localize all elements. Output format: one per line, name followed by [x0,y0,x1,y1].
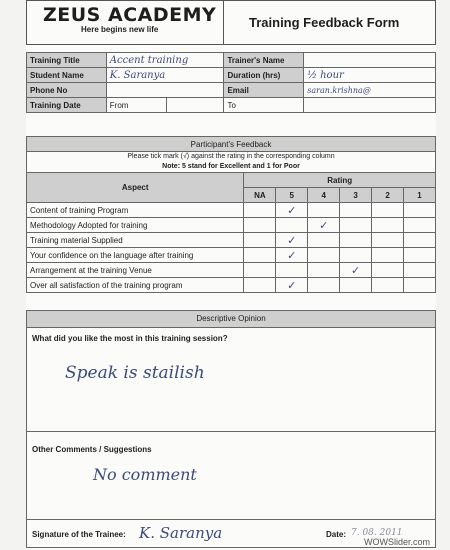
rating-cell-4[interactable] [308,263,340,278]
aspect-label: Methodology Adopted for training [27,218,244,233]
watermark: WOWSlider.com [363,537,430,547]
aspect-label: Arrangement at the training Venue [27,263,244,278]
participant-feedback-table [26,136,436,293]
table-row [27,248,436,263]
aspect-label: Content of training Program [27,203,244,218]
table-row [27,263,436,278]
form-header [26,0,436,45]
duration-value[interactable]: ½ hour [304,68,436,83]
rating-cell-1[interactable] [404,263,436,278]
form-title: Training Feedback Form [249,15,400,30]
email-value[interactable]: saran.krishna@ [304,83,436,98]
feedback-section-title: Participant's Feedback [27,137,436,152]
rating-cell-4[interactable] [308,233,340,248]
rating-cell-3[interactable] [340,218,372,233]
rating-cell-na[interactable] [244,248,276,263]
rating-column-5: 5 [276,188,308,203]
rating-cell-na[interactable] [244,218,276,233]
trainers-name-value[interactable] [304,53,436,68]
descriptive-opinion-section [26,310,436,548]
signature-label: Signature of the Trainee: [32,530,126,539]
rating-cell-na[interactable] [244,233,276,248]
rating-cell-4[interactable] [308,278,340,293]
rating-header: Rating [244,173,436,188]
answer-liked-most[interactable]: Speak is stailish [65,363,205,383]
email-label: Email [224,83,304,98]
section-divider [27,431,435,432]
rating-cell-2[interactable] [372,278,404,293]
rating-cell-1[interactable] [404,278,436,293]
rating-cell-na[interactable] [244,278,276,293]
rating-cell-5[interactable] [276,263,308,278]
table-row [27,218,436,233]
trainers-name-label: Trainer's Name [224,53,304,68]
training-date-label: Training Date [27,98,107,113]
aspect-label: Training material Supplied [27,233,244,248]
rating-column-2: 2 [372,188,404,203]
from-label: From [106,98,166,113]
rating-cell-5[interactable]: ✓ [276,278,308,293]
table-row [27,278,436,293]
from-value[interactable] [166,98,224,113]
phone-label: Phone No [27,83,107,98]
to-value[interactable] [304,98,436,113]
rating-cell-3[interactable]: ✓ [340,263,372,278]
rating-cell-1[interactable] [404,248,436,263]
rating-cell-5[interactable]: ✓ [276,203,308,218]
rating-cell-4[interactable] [308,203,340,218]
question-comments: Other Comments / Suggestions [32,445,152,454]
to-label: To [224,98,304,113]
phone-value[interactable] [106,83,224,98]
trainee-info-table [26,52,436,113]
feedback-form-page [26,0,436,550]
logo [27,1,224,44]
rating-cell-2[interactable] [372,218,404,233]
rating-cell-2[interactable] [372,203,404,218]
logo-text: ZEUS ACADEMY [43,4,217,26]
rating-cell-5[interactable]: ✓ [276,248,308,263]
rating-column-1: 1 [404,188,436,203]
signature-value[interactable]: K. Saranya [139,524,223,542]
rating-cell-5[interactable]: ✓ [276,233,308,248]
duration-label: Duration (hrs) [224,68,304,83]
instruction-line-2: Note: 5 stand for Excellent and 1 for Poor [162,163,300,170]
rating-cell-2[interactable] [372,233,404,248]
rating-cell-5[interactable] [276,218,308,233]
rating-cell-1[interactable] [404,233,436,248]
question-liked-most: What did you like the most in this training session? [32,334,228,343]
rating-column-3: 3 [340,188,372,203]
instruction-line-1: Please tick mark (√) against the rating in the corresponding column [127,153,335,160]
rating-cell-na[interactable] [244,263,276,278]
aspect-label: Your confidence on the language after training [27,248,244,263]
rating-cell-4[interactable]: ✓ [308,218,340,233]
table-row [27,203,436,218]
rating-cell-1[interactable] [404,218,436,233]
rating-column-4: 4 [308,188,340,203]
aspect-label: Over all satisfaction of the training program [27,278,244,293]
date-label: Date: [326,530,347,539]
feedback-instructions [27,152,436,173]
rating-cell-4[interactable] [308,248,340,263]
logo-tagline: Here begins new life [81,25,159,34]
answer-comments[interactable]: No comment [93,465,197,484]
rating-cell-2[interactable] [372,263,404,278]
rating-cell-3[interactable] [340,248,372,263]
student-name-value[interactable]: K. Saranya [106,68,224,83]
rating-cell-3[interactable] [340,203,372,218]
training-title-value[interactable]: Accent training [106,53,224,68]
table-row [27,233,436,248]
rating-cell-na[interactable] [244,203,276,218]
aspect-header: Aspect [27,173,244,203]
training-title-label: Training Title [27,53,107,68]
rating-cell-3[interactable] [340,278,372,293]
student-name-label: Student Name [27,68,107,83]
rating-column-na: NA [244,188,276,203]
date-value[interactable]: 7. 08. 2011 [351,528,403,538]
rating-cell-3[interactable] [340,233,372,248]
rating-cell-1[interactable] [404,203,436,218]
rating-cell-2[interactable] [372,248,404,263]
descriptive-section-title: Descriptive Opinion [27,311,435,328]
section-divider [27,519,435,520]
